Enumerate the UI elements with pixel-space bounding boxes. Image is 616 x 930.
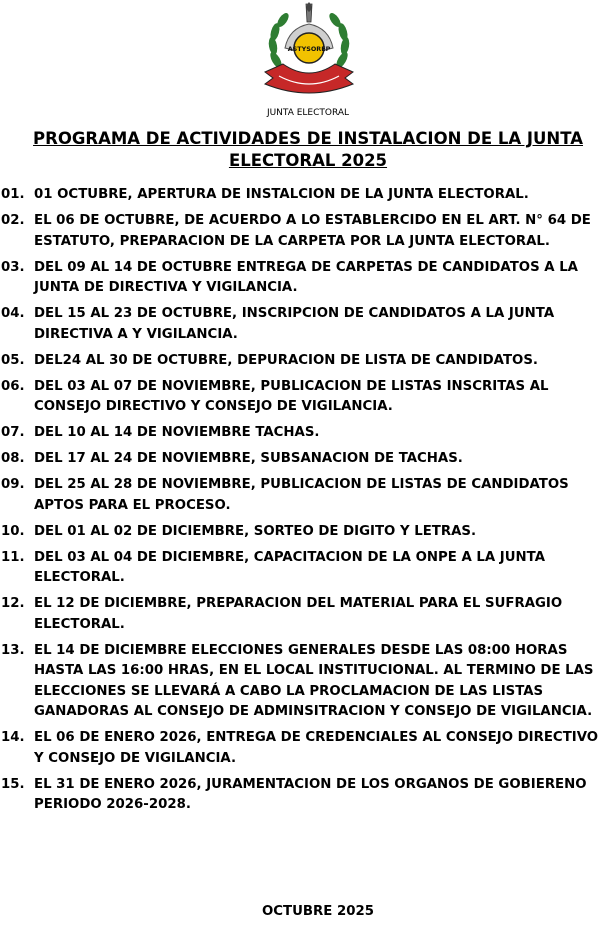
page-title: PROGRAMA DE ACTIVIDADES DE INSTALACION DE LA JUNTA ELECTORAL 2025 (33, 129, 583, 170)
list-item (0, 548, 616, 589)
list-item (0, 594, 616, 635)
item-number: 05. (1, 352, 25, 368)
item-number: 10. (1, 523, 25, 539)
torch-icon (306, 2, 312, 22)
emblem-logo (259, 2, 359, 102)
list-item (0, 522, 616, 543)
item-number: 08. (1, 451, 25, 466)
list-item (0, 351, 616, 372)
item-text: DEL 10 AL 14 DE NOVIEMBRE TACHAS. (34, 425, 320, 440)
list-item (0, 377, 616, 418)
item-text: DEL 15 AL 23 DE OCTUBRE, INSCRIPCION DE CANDIDATOS A LA JUNTA DIRECTIVA A Y VIGILANCIA. (34, 306, 555, 342)
item-text: DEL 25 AL 28 DE NOVIEMBRE, PUBLICACION DE LISTAS DE CANDIDATOS APTOS PARA EL PROCESO. (34, 477, 569, 513)
item-text: DEL24 AL 30 DE OCTUBRE, DEPURACION DE LISTA DE CANDIDATOS. (34, 352, 538, 368)
list-item (0, 211, 616, 252)
item-number: 06. (1, 378, 25, 394)
item-number: 15. (1, 776, 25, 792)
item-text: EL 14 DE DICIEMBRE ELECCIONES GENERALES DESDE LAS 08:00 HORAS HASTA LAS 16:00 HRAS, EN EL LOCAL INSTITUCIONAL. AL TERMINO DE LAS ELECCIONES SE LLEVARÁ A CABO LA PROCLAMACION DE LAS LISTAS GANADORAS AL CONSEJO DE ADMINSITRACION Y CONSEJO DE VIGILANCIA. (34, 642, 594, 719)
list-item (0, 304, 616, 345)
document-date: OCTUBRE 2025 (261, 904, 375, 919)
item-number: 03. (1, 259, 25, 275)
item-number: 13. (1, 642, 25, 658)
item-text: DEL 03 AL 04 DE DICIEMBRE, CAPACITACION DE LA ONPE A LA JUNTA ELECTORAL. (34, 549, 545, 585)
item-number: 04. (1, 306, 25, 321)
list-item (0, 258, 616, 299)
activities-list (0, 185, 616, 821)
item-number: 11. (1, 549, 25, 565)
item-text: EL 06 DE OCTUBRE, DE ACUERDO A LO ESTABLERCIDO EN EL ART. N° 64 DE ESTATUTO, PREPARACION DE LA CARPETA POR LA JUNTA ELECTORAL. (34, 213, 591, 249)
list-item (0, 185, 616, 206)
svg-text:ASTYSOREP: ASTYSOREP (287, 45, 331, 53)
item-text: EL 12 DE DICIEMBRE, PREPARACION DEL MATERIAL PARA EL SUFRAGIO ELECTORAL. (34, 596, 563, 632)
list-item (0, 775, 616, 816)
list-item (0, 728, 616, 769)
item-number: 07. (1, 425, 25, 440)
item-number: 09. (1, 477, 25, 492)
list-item (0, 449, 616, 470)
list-item (0, 475, 616, 516)
item-text: DEL 17 AL 24 DE NOVIEMBRE, SUBSANACION DE TACHAS. (34, 451, 463, 466)
item-number: 12. (1, 596, 25, 611)
item-number: 02. (1, 213, 25, 228)
list-item (0, 423, 616, 444)
item-text: DEL 09 AL 14 DE OCTUBRE ENTREGA DE CARPETAS DE CANDIDATOS A LA JUNTA DE DIRECTIVA Y VIGILANCIA. (34, 259, 578, 295)
list-item (0, 641, 616, 723)
ribbon-icon (265, 64, 353, 93)
item-text: EL 31 DE ENERO 2026, JURAMENTACION DE LOS ORGANOS DE GOBIERENO PERIODO 2026-2028. (34, 776, 587, 812)
item-number: 14. (1, 730, 25, 745)
item-text: EL 06 DE ENERO 2026, ENTREGA DE CREDENCIALES AL CONSEJO DIRECTIVO Y CONSEJO DE VIGILANCIA. (34, 730, 599, 766)
item-number: 01. (1, 187, 25, 202)
item-text: 01 OCTUBRE, APERTURA DE INSTALCION DE LA JUNTA ELECTORAL. (34, 187, 529, 202)
item-text: DEL 01 AL 02 DE DICIEMBRE, SORTEO DE DIGITO Y LETRAS. (34, 523, 477, 539)
item-text: DEL 03 AL 07 DE NOVIEMBRE, PUBLICACION DE LISTAS INSCRITAS AL CONSEJO DIRECTIVO Y CONSEJO DE VIGILANCIA. (34, 378, 549, 414)
org-label: JUNTA ELECTORAL (266, 108, 350, 118)
